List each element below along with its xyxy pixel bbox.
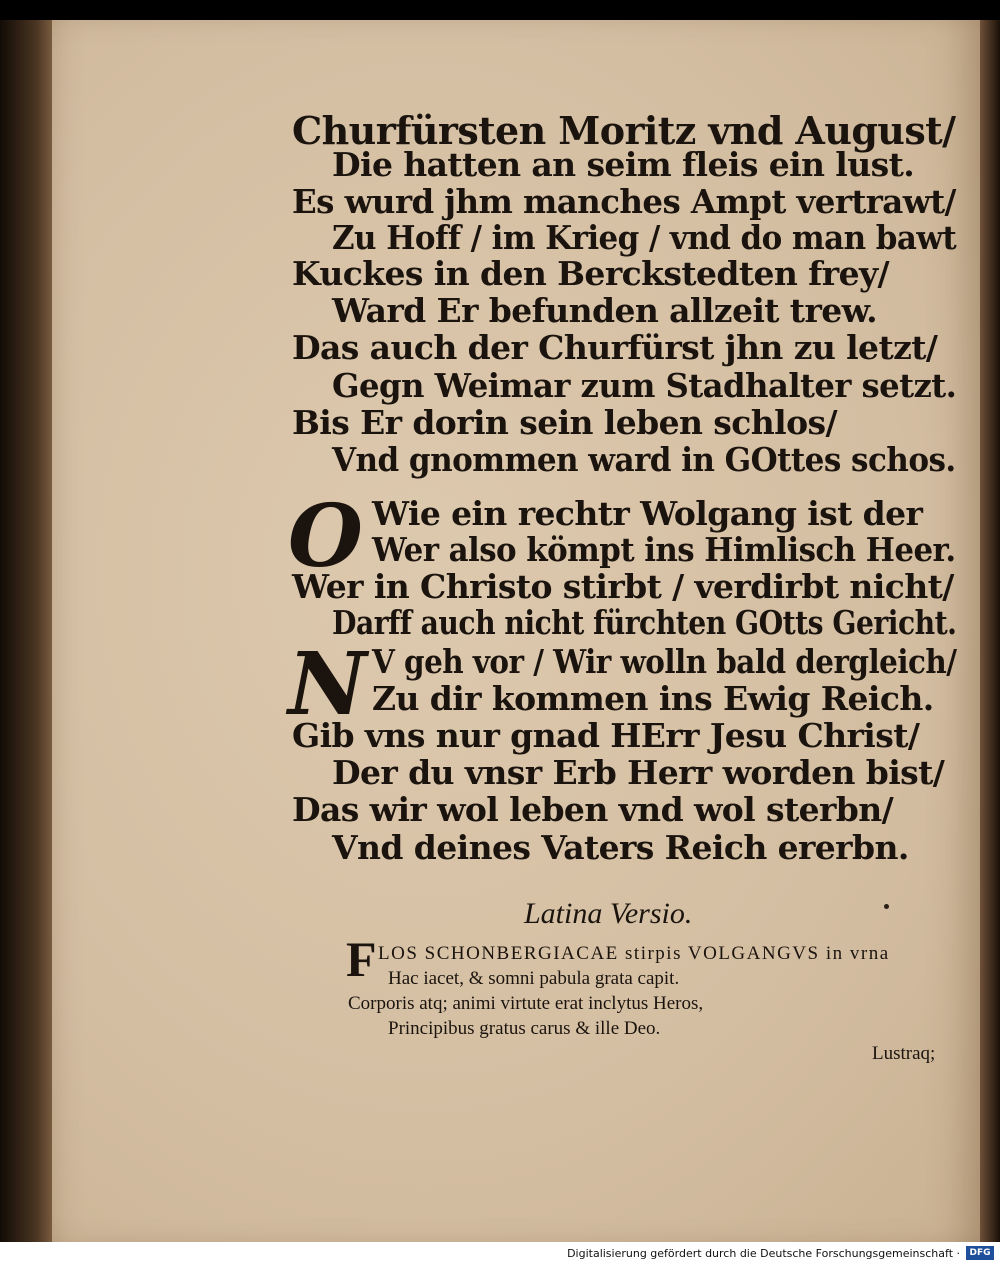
verse-line: Churfürsten Moritz vnd August/ xyxy=(292,108,956,153)
ink-dot xyxy=(884,904,889,909)
book-page xyxy=(52,20,980,1242)
verse-line: Der du vnsr Erb Herr worden bist/ xyxy=(332,753,945,792)
latin-line: LOS SCHONBERGIACAE stirpis VOLGANGVS in vrna xyxy=(378,943,890,964)
verse-line: Es wurd jhm manches Ampt vertrawt/ xyxy=(292,182,956,221)
latin-heading: Latina Versio. xyxy=(524,897,693,930)
verse-line: Zu dir kommen ins Ewig Reich. xyxy=(372,679,934,718)
latin-drop-cap: F xyxy=(346,931,377,987)
latin-line: Principibus gratus carus & ille Deo. xyxy=(388,1018,661,1039)
verse-line: Das wir wol leben vnd wol sterbn/ xyxy=(292,790,894,829)
verse-line: V geh vor / Wir wolln bald dergleich/ xyxy=(372,642,957,681)
verse-line: Bis Er dorin sein leben schlos/ xyxy=(292,403,837,442)
verse-line: Wer also kömpt ins Himlisch Heer. xyxy=(372,530,956,569)
verse-line: Ward Er befunden allzeit trew. xyxy=(332,291,878,330)
verse-line: Vnd deines Vaters Reich ererbn. xyxy=(332,828,909,867)
verse-line: Das auch der Churfürst jhn zu letzt/ xyxy=(292,328,938,367)
drop-cap-initial: N xyxy=(288,634,367,735)
verse-line: Darff auch nicht fürchten GOtts Gericht. xyxy=(332,603,957,642)
verse-line: Die hatten an seim fleis ein lust. xyxy=(332,145,915,184)
book-gutter xyxy=(0,20,52,1242)
footer-bar xyxy=(0,1242,1000,1265)
latin-line: Corporis atq; animi virtute erat inclytus Heros, xyxy=(348,993,704,1014)
verse-line: Wie ein rechtr Wolgang ist der xyxy=(372,494,923,533)
drop-cap-initial: O xyxy=(288,486,363,587)
verse-line: Zu Hoff / im Krieg / vnd do man bawt xyxy=(332,218,957,257)
verse-line: Vnd gnommen ward in GOttes schos. xyxy=(332,440,956,479)
dfg-logo-icon: DFG xyxy=(966,1246,994,1260)
verse-line: Gib vns nur gnad HErr Jesu Christ/ xyxy=(292,716,920,755)
footer-credit: Digitalisierung gefördert durch die Deutsche Forschungsgemeinschaft · xyxy=(567,1247,960,1260)
verse-line: Gegn Weimar zum Stadhalter setzt. xyxy=(332,366,957,405)
verse-line: Wer in Christo stirbt / verdirbt nicht/ xyxy=(292,567,954,606)
catchword: Lustraq; xyxy=(872,1043,936,1064)
verse-line: Kuckes in den Berckstedten frey/ xyxy=(292,254,889,293)
page-edge xyxy=(980,20,1000,1242)
latin-line: Hac iacet, & somni pabula grata capit. xyxy=(388,968,680,989)
